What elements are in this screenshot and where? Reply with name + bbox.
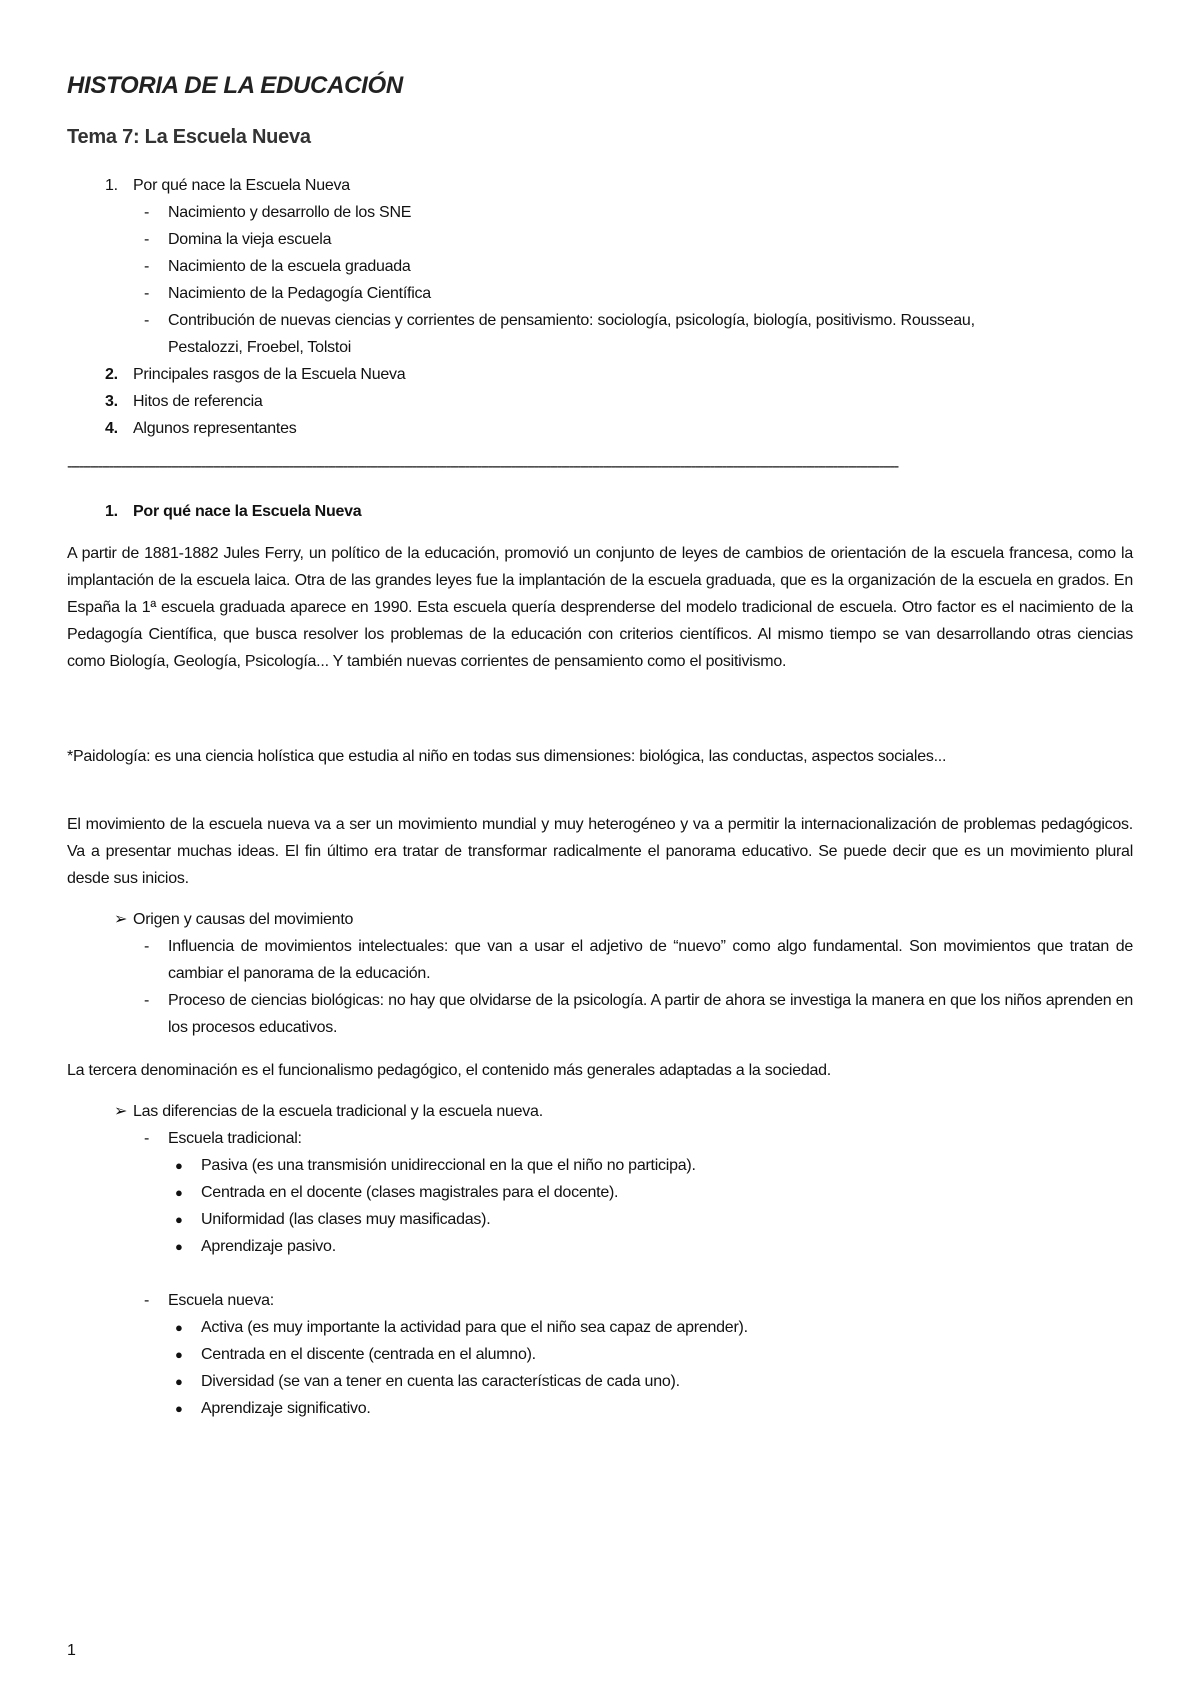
page-number: 1 <box>67 1642 76 1659</box>
section-number: 1. <box>105 503 118 520</box>
bullet-icon: ● <box>175 1239 183 1254</box>
list-text: Por qué nace la Escuela Nueva <box>133 177 350 194</box>
list-text: Hitos de referencia <box>133 393 263 410</box>
list-item <box>67 253 1133 280</box>
list-text: Centrada en el docente (clases magistrales para el docente). <box>201 1184 619 1201</box>
list-text: Influencia de movimientos intelectuales: que van a usar el adjetivo de “nuevo” como algo fundamental. Son movimientos que tratan de cambiar el panorama de la educación. <box>168 938 1133 982</box>
list-text: Aprendizaje pasivo. <box>201 1238 336 1255</box>
list-number: 4. <box>105 420 118 437</box>
origen-section <box>67 906 1133 1041</box>
paragraph: La tercera denominación es el funcionalismo pedagógico, el contenido más generales adaptadas a la sociedad. <box>67 1062 831 1079</box>
list-text: Proceso de ciencias biológicas: no hay que olvidarse de la psicología. A partir de ahora se investiga la manera en que los niños aprenden en los procesos educativos. <box>168 992 1133 1036</box>
bullet-icon: ● <box>175 1374 183 1389</box>
bullet-icon: ● <box>175 1185 183 1200</box>
list-text: Nacimiento de la escuela graduada <box>168 258 411 275</box>
dash-bullet: - <box>144 1292 150 1309</box>
list-text: Domina la vieja escuela <box>168 231 332 248</box>
list-text: Algunos representantes <box>133 420 297 437</box>
paragraph: El movimiento de la escuela nueva va a ser un movimiento mundial y muy heterogéneo y va a permitir la internacionalización de problemas pedagógicos. Va a presentar muchas ideas. El fin último era tratar de transformar radicalmente el panorama educativo. Se puede decir que es un movimiento plural desde sus inicios. <box>67 816 1133 887</box>
list-item <box>67 199 1133 226</box>
list-text: Principales rasgos de la Escuela Nueva <box>133 366 406 383</box>
list-text: Uniformidad (las clases muy masificadas). <box>201 1211 491 1228</box>
list-item <box>67 226 1133 253</box>
arrow-bullet-icon: ➢ <box>114 1103 128 1120</box>
dash-bullet: - <box>144 231 150 248</box>
list-item <box>67 388 1133 415</box>
list-text: Contribución de nuevas ciencias y corrientes de pensamiento: sociología, psicología, biología, positivismo. Rousseau, Pestalozzi, Froebel, Tolstoi <box>168 312 975 356</box>
section-heading <box>67 498 1133 525</box>
list-text: Activa (es muy importante la actividad para que el niño sea capaz de aprender). <box>201 1319 748 1336</box>
list-text: Pasiva (es una transmisión unidireccional en la que el niño no participa). <box>201 1157 696 1174</box>
dash-bullet: - <box>144 312 150 329</box>
list-text: Aprendizaje significativo. <box>201 1400 371 1417</box>
list-text: Nacimiento y desarrollo de los SNE <box>168 204 412 221</box>
dashed-separator: ------------------------------------------------------------------------------------------------------------------------------------------------------------------------------------------------------------------------- <box>67 458 898 475</box>
dash-bullet: - <box>144 204 150 221</box>
dash-bullet: - <box>144 258 150 275</box>
list-text: Centrada en el discente (centrada en el alumno). <box>201 1346 536 1363</box>
list-item <box>67 172 1133 199</box>
diferencias-section <box>67 1098 1133 1422</box>
bullet-icon: ● <box>175 1212 183 1227</box>
document-title: HISTORIA DE LA EDUCACIÓN <box>67 72 403 99</box>
bullet-icon: ● <box>175 1320 183 1335</box>
topic-heading: Tema 7: La Escuela Nueva <box>67 126 311 148</box>
list-item <box>67 415 1133 442</box>
paragraph: A partir de 1881-1882 Jules Ferry, un político de la educación, promovió un conjunto de leyes de cambios de orientación de la escuela francesa, como la implantación de la escuela laica. Otra de las grandes leyes fue la implantación de la escuela graduada, que es la organización de la escuela en grados. En España la 1ª escuela graduada aparece en 1990. Esta escuela quería desprenderse del modelo tradicional de escuela. Otro factor es el nacimiento de la Pedagogía Científica, que busca resolver los problemas de la educación con criterios científicos. Al mismo tiempo se van desarrollando otras ciencias como Biología, Geología, Psicología... Y también nuevas corrientes de pensamiento como el positivismo. <box>67 545 1133 670</box>
dash-bullet: - <box>144 285 150 302</box>
dash-bullet: - <box>144 938 150 955</box>
dash-bullet: - <box>144 992 150 1009</box>
list-heading: Origen y causas del movimiento <box>133 911 354 928</box>
arrow-bullet-icon: ➢ <box>114 911 128 928</box>
bullet-icon: ● <box>175 1158 183 1173</box>
list-text: Diversidad (se van a tener en cuenta las características de cada uno). <box>201 1373 680 1390</box>
bullet-icon: ● <box>175 1401 183 1416</box>
bullet-icon: ● <box>175 1347 183 1362</box>
list-item <box>67 361 1133 388</box>
section-title: Por qué nace la Escuela Nueva <box>133 503 362 520</box>
list-item <box>67 280 1133 307</box>
list-number: 3. <box>105 393 118 410</box>
list-heading: Las diferencias de la escuela tradicional y la escuela nueva. <box>133 1103 543 1120</box>
list-number: 2. <box>105 366 118 383</box>
table-of-contents <box>67 172 1133 442</box>
list-number: 1. <box>105 177 118 194</box>
list-text: Nacimiento de la Pedagogía Científica <box>168 285 431 302</box>
list-text: Escuela tradicional: <box>168 1130 302 1147</box>
paragraph: *Paidología: es una ciencia holística que estudia al niño en todas sus dimensiones: biológica, las conductas, aspectos sociales... <box>67 748 947 765</box>
dash-bullet: - <box>144 1130 150 1147</box>
list-text: Escuela nueva: <box>168 1292 274 1309</box>
list-item <box>67 307 1133 361</box>
